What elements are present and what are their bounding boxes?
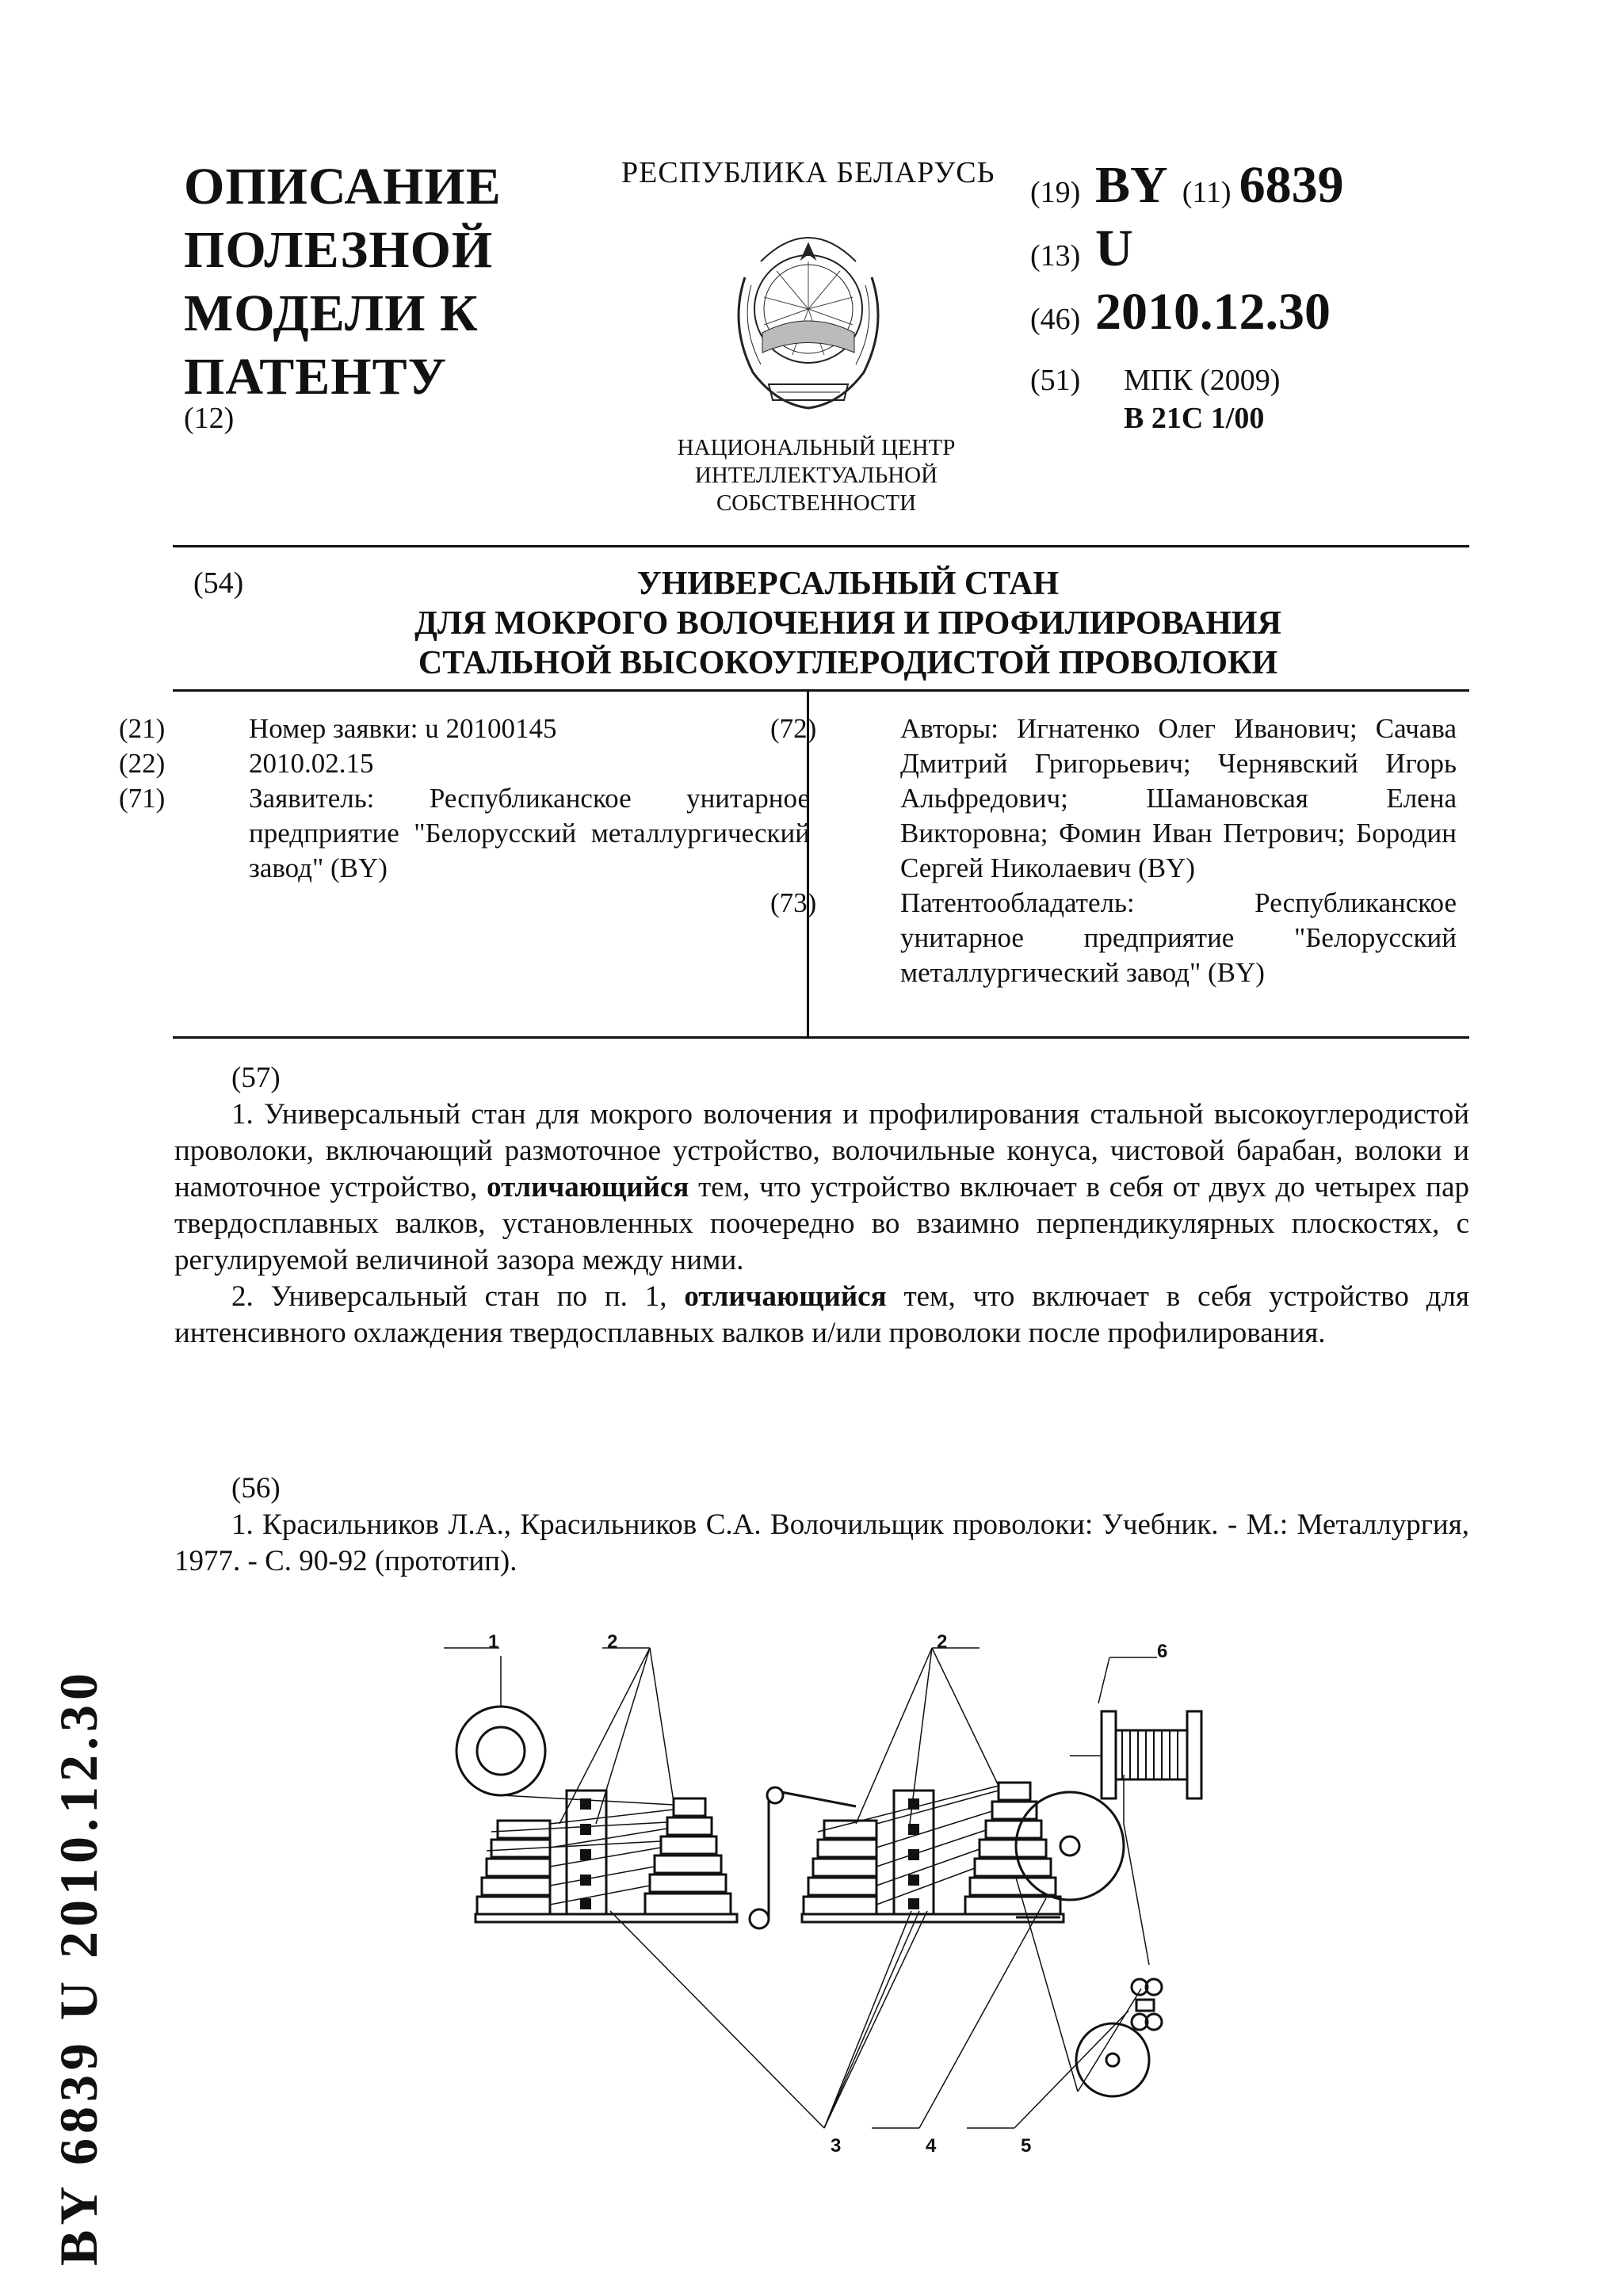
claims-section — [174, 1060, 1469, 1352]
callout-4: 4 — [926, 2135, 937, 2157]
field-text: Заявитель: Республиканское унитарное предприятие "Белорусский металлургический завод" (BY) — [249, 783, 810, 883]
belarus-state-emblem-icon — [713, 214, 903, 420]
title-code: (54) — [193, 566, 244, 600]
bibliographic-codes — [1030, 155, 1474, 345]
references-code: (56) — [231, 1472, 281, 1505]
callout-1: 1 — [488, 1631, 499, 1653]
field-row — [119, 746, 810, 781]
field-text: Номер заявки: u 20100145 — [249, 713, 557, 744]
ipc-class: B 21C 1/00 — [1124, 402, 1265, 435]
document-type-code: (12) — [184, 402, 235, 435]
country-code: BY — [1095, 156, 1168, 214]
profiling-rolls — [1076, 1979, 1162, 2096]
field-row — [770, 711, 1457, 886]
callout-2b: 2 — [937, 1631, 948, 1653]
callout-6: 6 — [1157, 1641, 1168, 1662]
field-code: (22) — [119, 748, 166, 779]
application-fields — [119, 711, 810, 886]
field-text: Патентообладатель: Республиканское унитарное предприятие "Белорусский металлургический завод" (BY) — [900, 887, 1457, 988]
die-markers — [580, 1798, 919, 1909]
date-row — [1030, 282, 1474, 345]
document-title — [184, 155, 596, 409]
document-title-line: МОДЕЛИ К — [184, 284, 479, 342]
finishing-drum — [1016, 1792, 1124, 1900]
invention-title — [333, 564, 1363, 683]
republic-name: РЕСПУБЛИКА БЕЛАРУСЬ — [621, 156, 995, 189]
document-title-line: ПОЛЕЗНОЙ — [184, 221, 494, 279]
kind-row — [1030, 219, 1474, 282]
divider — [173, 689, 1469, 692]
patent-office-name — [626, 434, 1006, 517]
payoff-coil — [456, 1707, 545, 1795]
field-row — [119, 781, 810, 886]
field-row — [119, 711, 810, 746]
ipc-label: МПК (2009) — [1124, 364, 1281, 397]
mill-schematic-figure — [412, 1616, 1490, 2171]
office-name-line: НАЦИОНАЛЬНЫЙ ЦЕНТР — [677, 435, 956, 460]
document-title-line: ПАТЕНТУ — [184, 348, 448, 406]
reference-item: 1. Красильников Л.А., Красильников С.А. Волочильщик проволоки: Учебник. - М.: Металлургия, 1977. - С. 90-92 (прототип). — [174, 1508, 1469, 1577]
publication-date: 2010.12.30 — [1095, 283, 1331, 341]
date-code-label: (46) — [1030, 303, 1081, 336]
field-code: (71) — [119, 783, 166, 814]
field-code: (72) — [770, 713, 817, 744]
callout-2: 2 — [607, 1631, 618, 1653]
patent-number: 6839 — [1239, 156, 1344, 214]
author-fields — [770, 711, 1457, 990]
kind-code: U — [1095, 219, 1133, 277]
field-code: (73) — [770, 887, 817, 918]
divider — [173, 545, 1469, 547]
title-line: УНИВЕРСАЛЬНЫЙ СТАН — [636, 566, 1060, 602]
drawing-cone-block-1 — [475, 1791, 737, 1922]
divider — [173, 1036, 1469, 1039]
number-code-label: (11) — [1182, 176, 1232, 209]
country-number-row — [1030, 155, 1474, 219]
ipc-code-label: (51) — [1030, 364, 1081, 397]
callout-5: 5 — [1021, 2135, 1032, 2157]
claim-2: 2. Универсальный стан по п. 1, отличающийся тем, что включает в себя устройство для интенсивного охлаждения твердосплавных валков и/или проволоки после профилирования. — [174, 1280, 1469, 1349]
take-up-spool — [1070, 1711, 1201, 1798]
office-name-line: ИНТЕЛЛЕКТУАЛЬНОЙ — [694, 463, 938, 488]
ipc-block — [1030, 361, 1280, 437]
title-line: СТАЛЬНОЙ ВЫСОКОУГЛЕРОДИСТОЙ ПРОВОЛОКИ — [418, 645, 1278, 681]
field-row — [770, 886, 1457, 990]
callout-3: 3 — [831, 2135, 842, 2157]
document-title-line: ОПИСАНИЕ — [184, 158, 502, 215]
field-code: (21) — [119, 713, 166, 744]
country-code-label: (19) — [1030, 176, 1081, 209]
field-text: Авторы: Игнатенко Олег Иванович; Сачава Дмитрий Григорьевич; Чернявский Игорь Альфредович; Шамановская Елена Викторовна; Фомин Иван Петрович; Бородин Сергей Николаевич (BY) — [900, 713, 1457, 883]
field-text: 2010.02.15 — [249, 748, 374, 779]
references-section — [174, 1470, 1469, 1580]
claim-1: 1. Универсальный стан для мокрого волочения и профилирования стальной высокоуглеродистой проволоки, включающий размоточное устройство, волочильные конуса, чистовой барабан, волоки и намоточное устройство, отличающийся тем, что устройство включает в себя от двух до четырех пар твердосплавных валков, установленных поочередно во взаимно перпендикулярных плоскостях, с регулируемой величиной зазора между ними. — [174, 1098, 1469, 1276]
claims-code: (57) — [231, 1062, 281, 1094]
title-line: ДЛЯ МОКРОГО ВОЛОЧЕНИЯ И ПРОФИЛИРОВАНИЯ — [414, 605, 1281, 642]
office-name-line: СОБСТВЕННОСТИ — [716, 490, 917, 516]
side-document-id: BY 6839 U 2010.12.30 — [48, 1668, 109, 2266]
kind-code-label: (13) — [1030, 239, 1081, 273]
